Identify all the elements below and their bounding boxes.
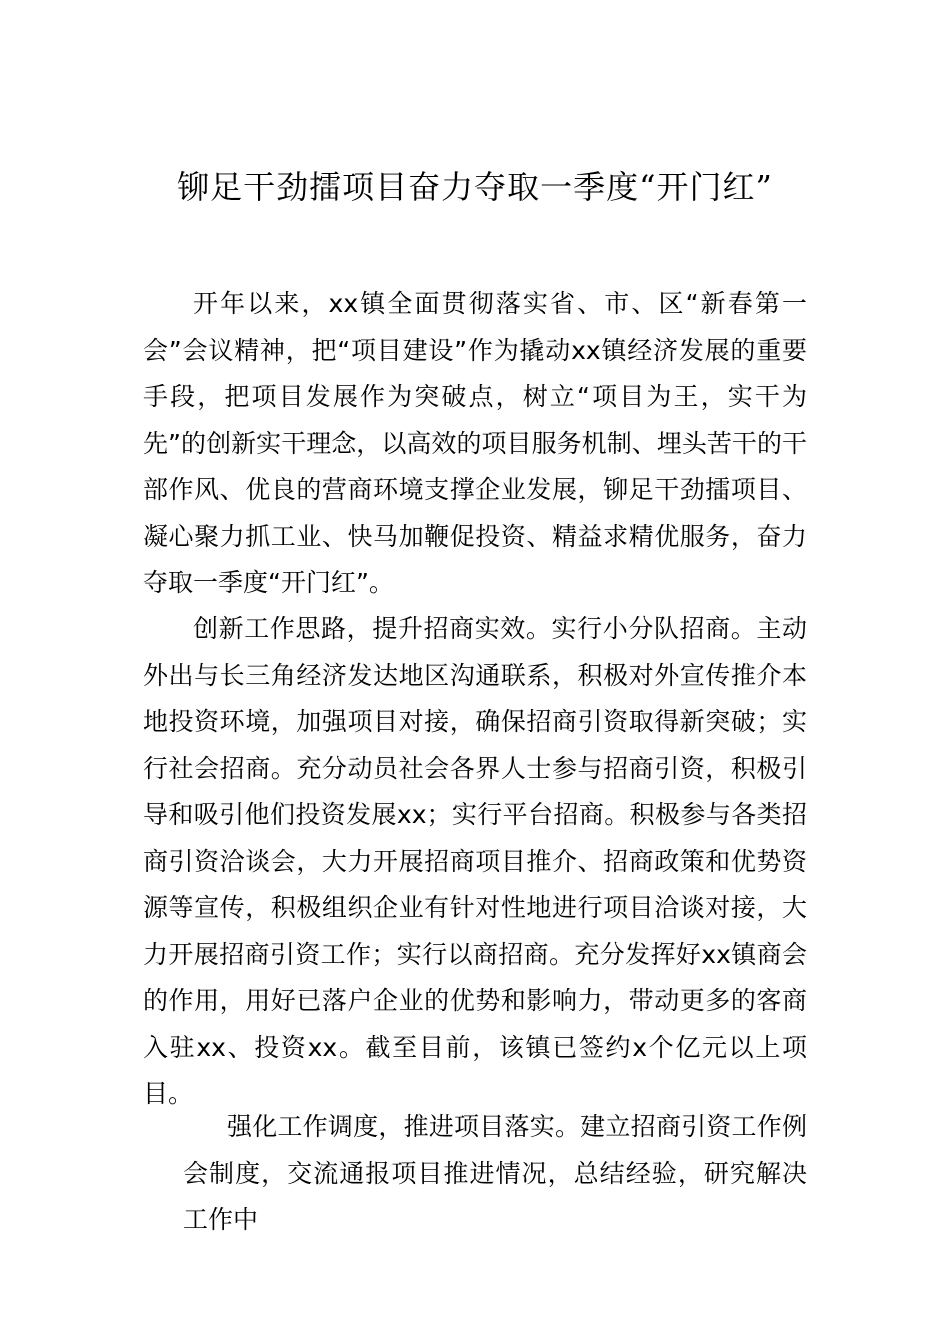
paragraph-scheduling: 强化工作调度，推进项目落实。建立招商引资工作例会制度，交流通报项目推进情况，总结经验，研究解决工作中	[183, 1112, 807, 1234]
paragraph-investment: 创新工作思路，提升招商实效。实行小分队招商。主动外出与长三角经济发达地区沟通联系，积极对外宣传推介本地投资环境，加强项目对接，确保招商引资取得新突破；实行社会招商。充分动员社会各界人士参与招商引资，积极引导和吸引他们投资发展xx；实行平台招商。积极参与各类招商引资洽谈会，大力开展招商项目推介、招商政策和优势资源等宣传，积极组织企业有针对性地进行项目洽谈对接，大力开展招商引资工作；实行以商招商。充分发挥好xx镇商会的作用，用好已落户企业的优势和影响力，带动更多的客商入驻xx、投资xx。截至目前，该镇已签约x个亿元以上项目。	[143, 614, 807, 1108]
document-title: 铆足干劲擂项目奋力夺取一季度“开门红”	[177, 168, 773, 206]
paragraph-intro: 开年以来，xx镇全面贯彻落实省、市、区“新春第一会”会议精神，把“项目建设”作为撬动xx镇经济发展的重要手段，把项目发展作为突破点，树立“项目为王，实干为先”的创新实干理念，以高效的项目服务机制、埋头苦干的干部作风、优良的营商环境支撑企业发展，铆足干劲擂项目、凝心聚力抓工业、快马加鞭促投资、精益求精优服务，奋力夺取一季度“开门红”。	[143, 289, 807, 597]
